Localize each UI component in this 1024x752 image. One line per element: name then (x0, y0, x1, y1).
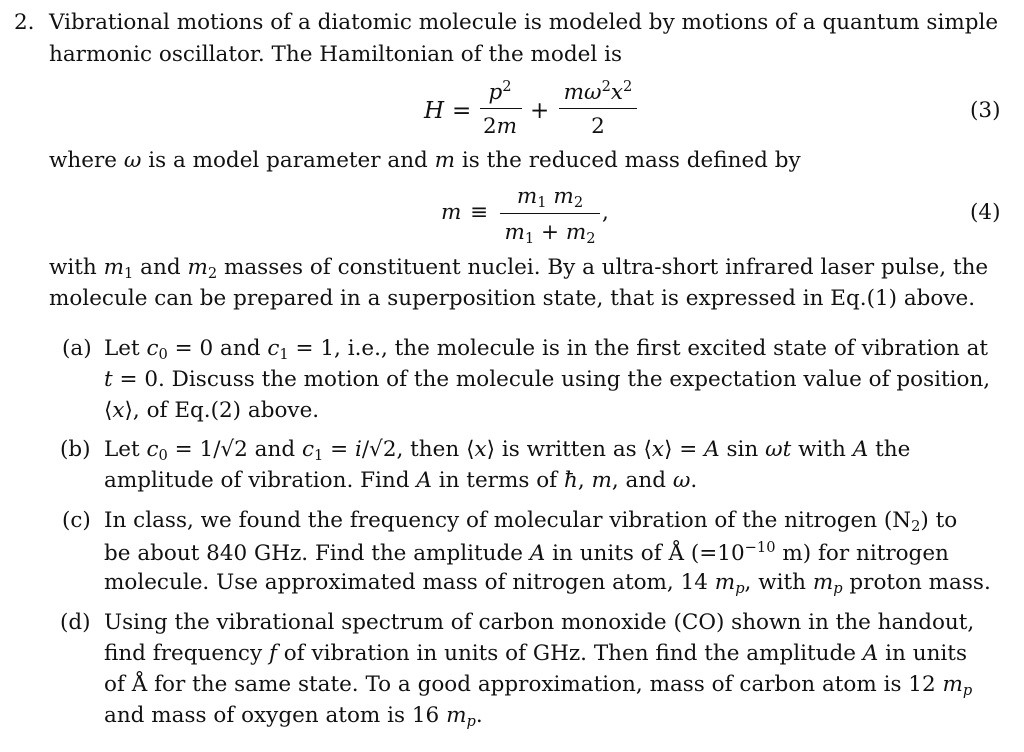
problem-page: 2. Vibrational motions of a diatomic molecule is modeled by motions of a quantum simple harmonic oscillator. The Hamiltonian of the model is H = $p^2$ 2m + $m\omega^2x^2$ 2 (3) where ω is a model parameter and m is the reduced mass defined by m ≡ $m_1$ $m_2$ $m_1 + m_2$ , (4) with $m_1$ and $m_2$ masses of constituent nuclei. By a ultra-short infrared laser pulse, the molecule can be prepared in a superposition state, that is expressed in Eq.(1) above. (a) Let $c_0 = 0$ and $c_1 = 1$, i.e., the molecule is in the first excited state of vibration at t = 0. Discuss the motion of the molecule using the expectation value of position, ⟨x⟩, of Eq.(2) above. (b) Let $c_0 = 1/√2$ and $c_1 = i/√2$, then ⟨x⟩ is written as ⟨x⟩ = A sin ωt with A the amplitude of vibration. Find A in terms of ħ, m, and ω. (c) In class, we found the frequency of molecular vibration of the nitrogen $(N_2)$ to be about 840 GHz. Find the amplitude A in units of Å ($=10^{-10}$ m) for nitrogen molecule. Use approximated mass of nitrogen atom, 14 $m_p$, with $m_p$ proton mass. (d) Using the vibrational spectrum of carbon monoxide (CO) shown in the handout, find frequency f of vibration in units of GHz. Then find the amplitude A in units of Å for the same state. To a good approximation, mass of carbon atom is 12 $m_p$ and mass of oxygen atom is 16 $m_p$. (14, 10, 1001, 731)
part-c-label: (c) (62, 508, 91, 533)
intro-line-2: harmonic oscillator. The Hamiltonian of the model is (49, 42, 622, 67)
with-line: with $m_1$ and $m_2$ masses of constituent nuclei. By a ultra-short infrared laser pulse, the (49, 255, 989, 283)
part-a-label: (a) (62, 336, 92, 361)
equation-4-number: (4) (970, 200, 1001, 225)
equation-3-number: (3) (970, 98, 1001, 123)
where-line: where ω is a model parameter and m is the reduced mass defined by (49, 148, 801, 173)
part-d-label: (d) (60, 610, 91, 635)
intro-line-1: Vibrational motions of a diatomic molecule is modeled by motions of a quantum simple (49, 10, 999, 35)
problem-number: 2. (14, 10, 35, 35)
molecule-line: molecule can be prepared in a superposition state, that is expressed in Eq.(1) above. (49, 286, 976, 311)
part-b-label: (b) (60, 437, 91, 462)
